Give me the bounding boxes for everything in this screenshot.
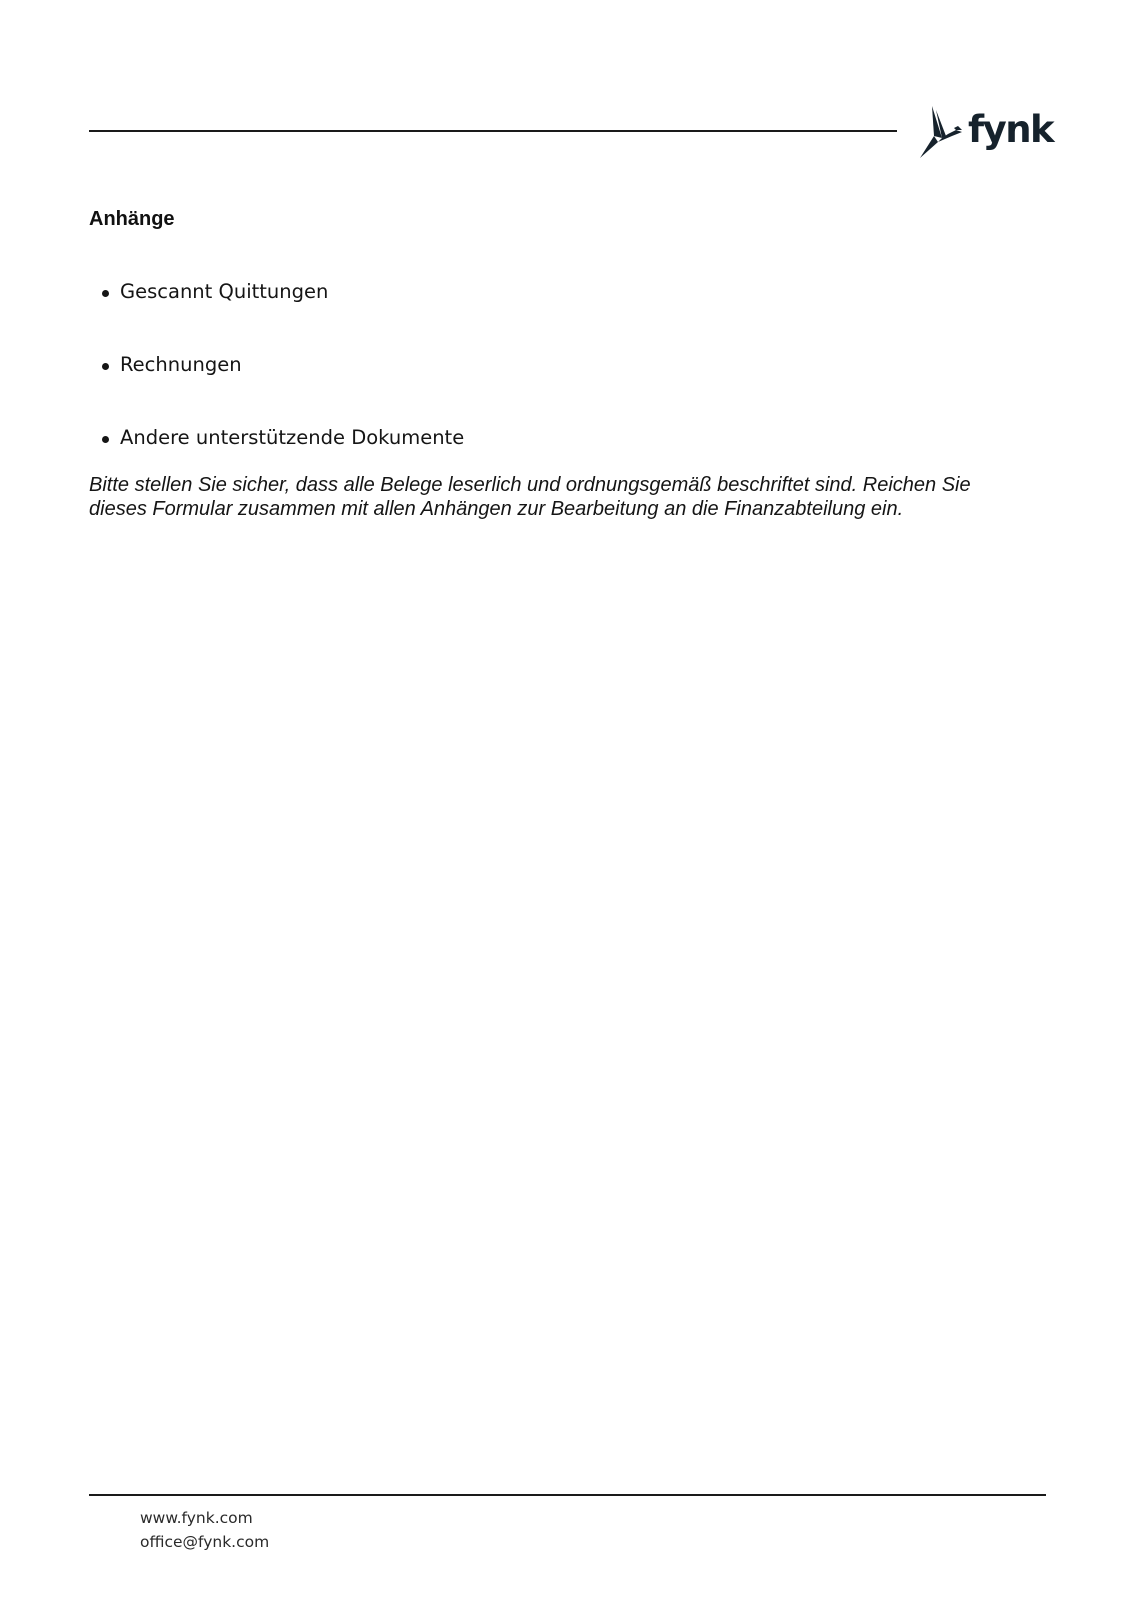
bullet-icon: [102, 436, 109, 443]
bullet-icon: [102, 290, 109, 297]
bird-icon: [918, 106, 962, 158]
header-divider: [89, 130, 897, 132]
footer-website: www.fynk.com: [140, 1509, 253, 1527]
logo-wordmark: fynk: [968, 107, 1054, 151]
list-item-label: Rechnungen: [120, 353, 242, 376]
list-item-label: Andere unterstützende Dokumente: [120, 426, 465, 449]
footer-email: office@fynk.com: [140, 1533, 270, 1551]
list-item-label: Gescannt Quittungen: [120, 280, 329, 303]
list-item: [89, 280, 989, 353]
submission-note: Bitte stellen Sie sicher, dass alle Belege leserlich und ordnungsgemäß beschriftet sind. Reichen Sie dieses Formular zusammen mit allen Anhängen zur Bearbeitung an die Finanzabteilung ein.: [89, 474, 971, 520]
list-item: [89, 353, 989, 426]
footer-contact: [140, 1506, 269, 1554]
bullet-icon: [102, 363, 109, 370]
footer-divider: [89, 1494, 1046, 1496]
fynk-logo: [918, 104, 1053, 160]
attachments-list: [89, 280, 989, 499]
attachments-heading: Anhänge: [89, 208, 175, 230]
